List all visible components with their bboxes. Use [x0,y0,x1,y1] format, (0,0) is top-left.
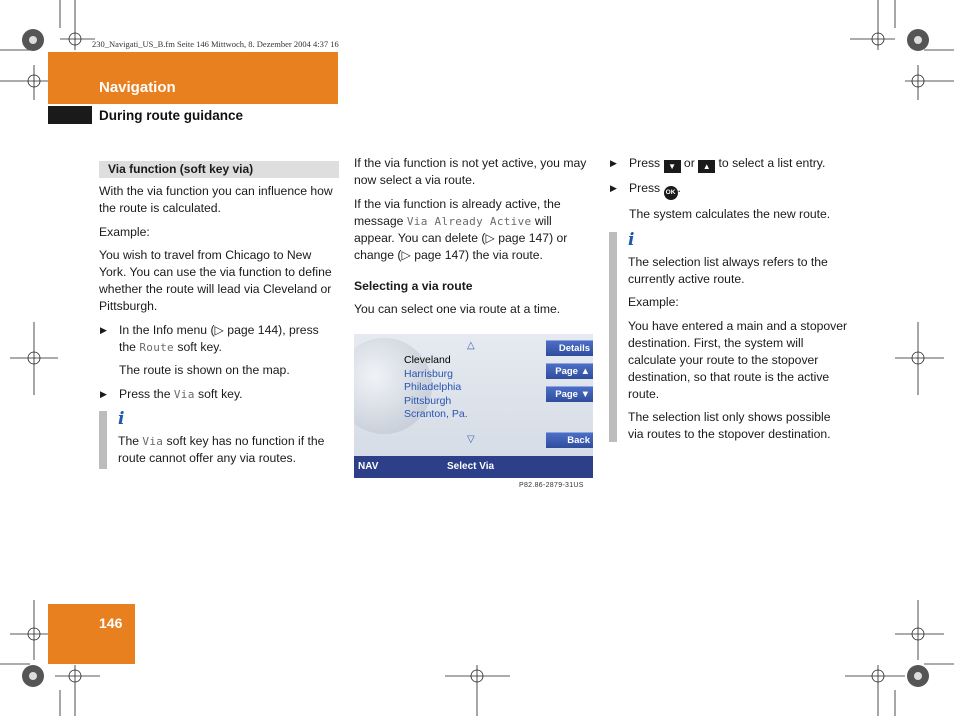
back-softkey[interactable]: Back [546,432,593,448]
info-text: The selection list only shows possible via routes to the stopover destination. [628,410,831,441]
status-nav-label: NAV [358,461,379,472]
triangle-right-icon: ▶ [100,324,107,335]
via-route-list [404,354,468,422]
list-item[interactable]: Cleveland [404,354,451,366]
step-item: ▶ Press ▼ or ▲ to select a list entry. [610,156,826,171]
info-note [99,409,339,467]
step-result: The system calculates the new route. [629,207,831,221]
info-note [609,230,849,444]
figure-code: P82.86-2879-31US [519,482,584,489]
down-key-icon: ▼ [664,160,681,173]
section-title: Navigation [99,79,176,96]
ok-button-icon: OK [664,186,678,200]
page-number: 146 [99,615,123,631]
via-already-active-message: Via Already Active [406,214,532,228]
page-up-softkey[interactable]: Page ▲ [546,363,593,379]
paragraph: You can select one via route at a time. [354,302,561,316]
info-text: The selection list always refers to the currently active route. [628,254,828,286]
list-item[interactable]: Harrisburg [404,367,454,380]
section-header-bar [48,52,338,104]
column-3 [609,155,849,450]
print-info: 230_Navigati_US_B.fm Seite 146 Mittwoch, 8. Dezember 2004 4:37 16 [92,39,339,49]
selecting-via-route-heading: Selecting a via route [354,278,473,293]
status-title: Select Via [447,461,495,472]
paragraph: Example: [99,224,150,239]
list-item[interactable]: Philadelphia [404,381,462,394]
info-icon: i [628,229,635,250]
page-reference-triangle-icon: ▷ [214,322,228,337]
via-function-heading: Via function (soft key via) [99,161,339,178]
info-icon: i [118,409,125,429]
step-item: ▶ In the Info menu (▷ page 144), press the Route soft key. [100,322,319,354]
info-text: You have entered a main and a stopover destination. First, the system will calculate your route to the stopover destination, so that route is the active route. [628,318,848,401]
triangle-right-icon: ▶ [100,388,107,399]
column-1 [99,161,339,474]
page-down-softkey[interactable]: Page ▼ [546,386,593,402]
screen-status-bar [354,456,593,478]
info-bar [99,411,107,469]
route-softkey-label: Route [139,340,174,354]
list-item[interactable]: Scranton, Pa. [404,408,468,421]
page-number-box [48,604,135,664]
step-item: ▶ Press OK . [609,180,849,200]
page-reference-triangle-icon: ▷ [485,230,499,245]
subsection-tab [48,106,92,124]
paragraph: If the via function is already active, the message Via Already Active will appear. You can delete (▷ page 147) or change (▷ page 147) the via route. [354,196,568,262]
paragraph: If the via function is not yet active, you may now select a via route. [354,156,587,187]
column-2 [354,155,594,325]
via-softkey-label: Via [173,387,195,401]
step-result: The route is shown on the map. [119,363,290,377]
list-item[interactable]: Pittsburgh [404,394,452,407]
paragraph: You wish to travel from Chicago to New York. You can use the via function to define whether the route will lead via Cleveland or Pittsburgh. [99,248,332,313]
page-reference-triangle-icon: ▷ [401,247,415,262]
nav-screen-figure [354,334,593,478]
details-softkey[interactable]: Details [546,340,593,356]
info-bar [609,232,617,442]
step-item: ▶ Press the Via soft key. [100,386,243,401]
triangle-right-icon: ▶ [610,158,617,168]
subsection-title: During route guidance [99,108,244,123]
info-text: Example: [628,295,679,309]
paragraph: With the via function you can influence how the route is calculated. [99,184,333,215]
triangle-right-icon: ▶ [610,182,617,193]
scroll-up-arrow-icon: △ [467,340,475,351]
info-text: The Via soft key has no function if the route cannot offer any via routes. [118,434,325,465]
scroll-down-arrow-icon: ▽ [467,434,475,445]
up-key-icon: ▲ [698,160,715,173]
